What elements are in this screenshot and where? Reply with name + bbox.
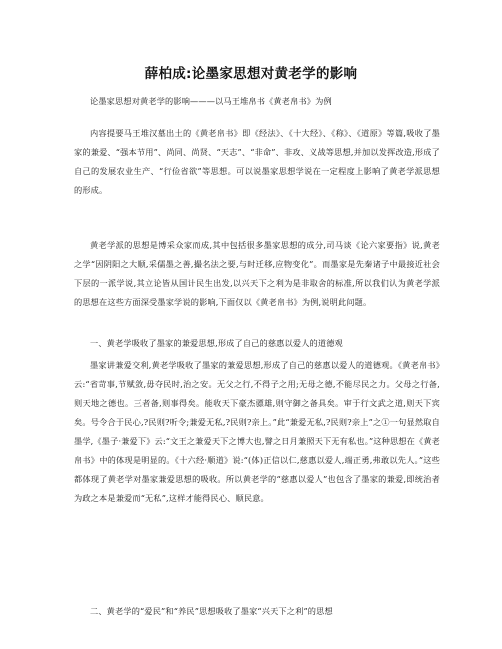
summary-paragraph: 内容提要马王堆汉墓出土的《黄老帛书》即《经法》、《十大经》、《称》、《道原》等篇,吸收了墨家的兼爱、“强本节用”、尚同、尚贤、“天志”、“非命”、非攻、义战等思想,并加以发挥改造,形成了自己的发展农业生产、“行俭省欲”等思想。可以说墨家思想学说在一定程度上影响了黄老学派思想的形成。	[74, 128, 440, 195]
document-title: 薛柏成:论墨家思想对黄老学的影响	[144, 66, 358, 82]
article-subtitle: 论墨家思想对黄老学的影响———以马王堆帛书《黄老帛书》为例	[90, 96, 332, 106]
section-2-heading: 二、黄老学的“爱民”和“养民”思想吸收了墨家“兴天下之利”的思想	[90, 606, 333, 616]
section-1-heading: 一、黄老学吸收了墨家的兼爱思想,形成了自己的慈惠以爱人的道德观	[90, 338, 343, 348]
section-1-body: 墨家讲兼爱交利,黄老学吸收了墨家的兼爱思想,形成了自己的慈惠以爱人的道德观。《黄老帛书》云:“省苛事,节赋敛,毋夺民时,治之安。无父之行,不得子之用;无母之德,不能尽民之力。父母之行备,则天地之德也。三者备,则事得矣。能收天下豪杰骠雄,则守御之备具矣。审于行文武之道,则天下宾矣。号令合于民心,?民则?听令;兼爱无私,?民则?亲上。”此“兼爱无私,?民则?亲上”之①一句显然取自墨学,《墨子·兼爱下》云:“文王之兼爱天下之博大也,譬之日月兼照天下无有私也。”这种思想在《黄老帛书》中的体现是明显的。《十六经·顺道》说:“(体)正信以仁,慈惠以爱人,端正勇,弗敢以先人。”这些都体现了黄老学对墨家兼爱思想的吸收。所以黄老学的“慈惠以爱人”也包含了墨家的兼爱,即统治者为政之本是兼爱而“无私”,这样才能得民心、顺民意。	[74, 360, 440, 503]
intro-paragraph: 黄老学派的思想是博采众家而成,其中包括很多墨家思想的成分,司马谈《论六家要指》说,黄老之学“因阴阳之大顺,采儒墨之善,撮名法之要,与时迁移,应物变化”。而墨家是先秦诸子中最接近社会下层的一派学说,其立论皆从国计民生出发,以兴天下之利为是非取舍的标准,所以我们认为黄老学派的思想在这些方面深受墨家学说的影响,下面仅以《黄老帛书》为例,说明此问题。	[74, 240, 440, 307]
